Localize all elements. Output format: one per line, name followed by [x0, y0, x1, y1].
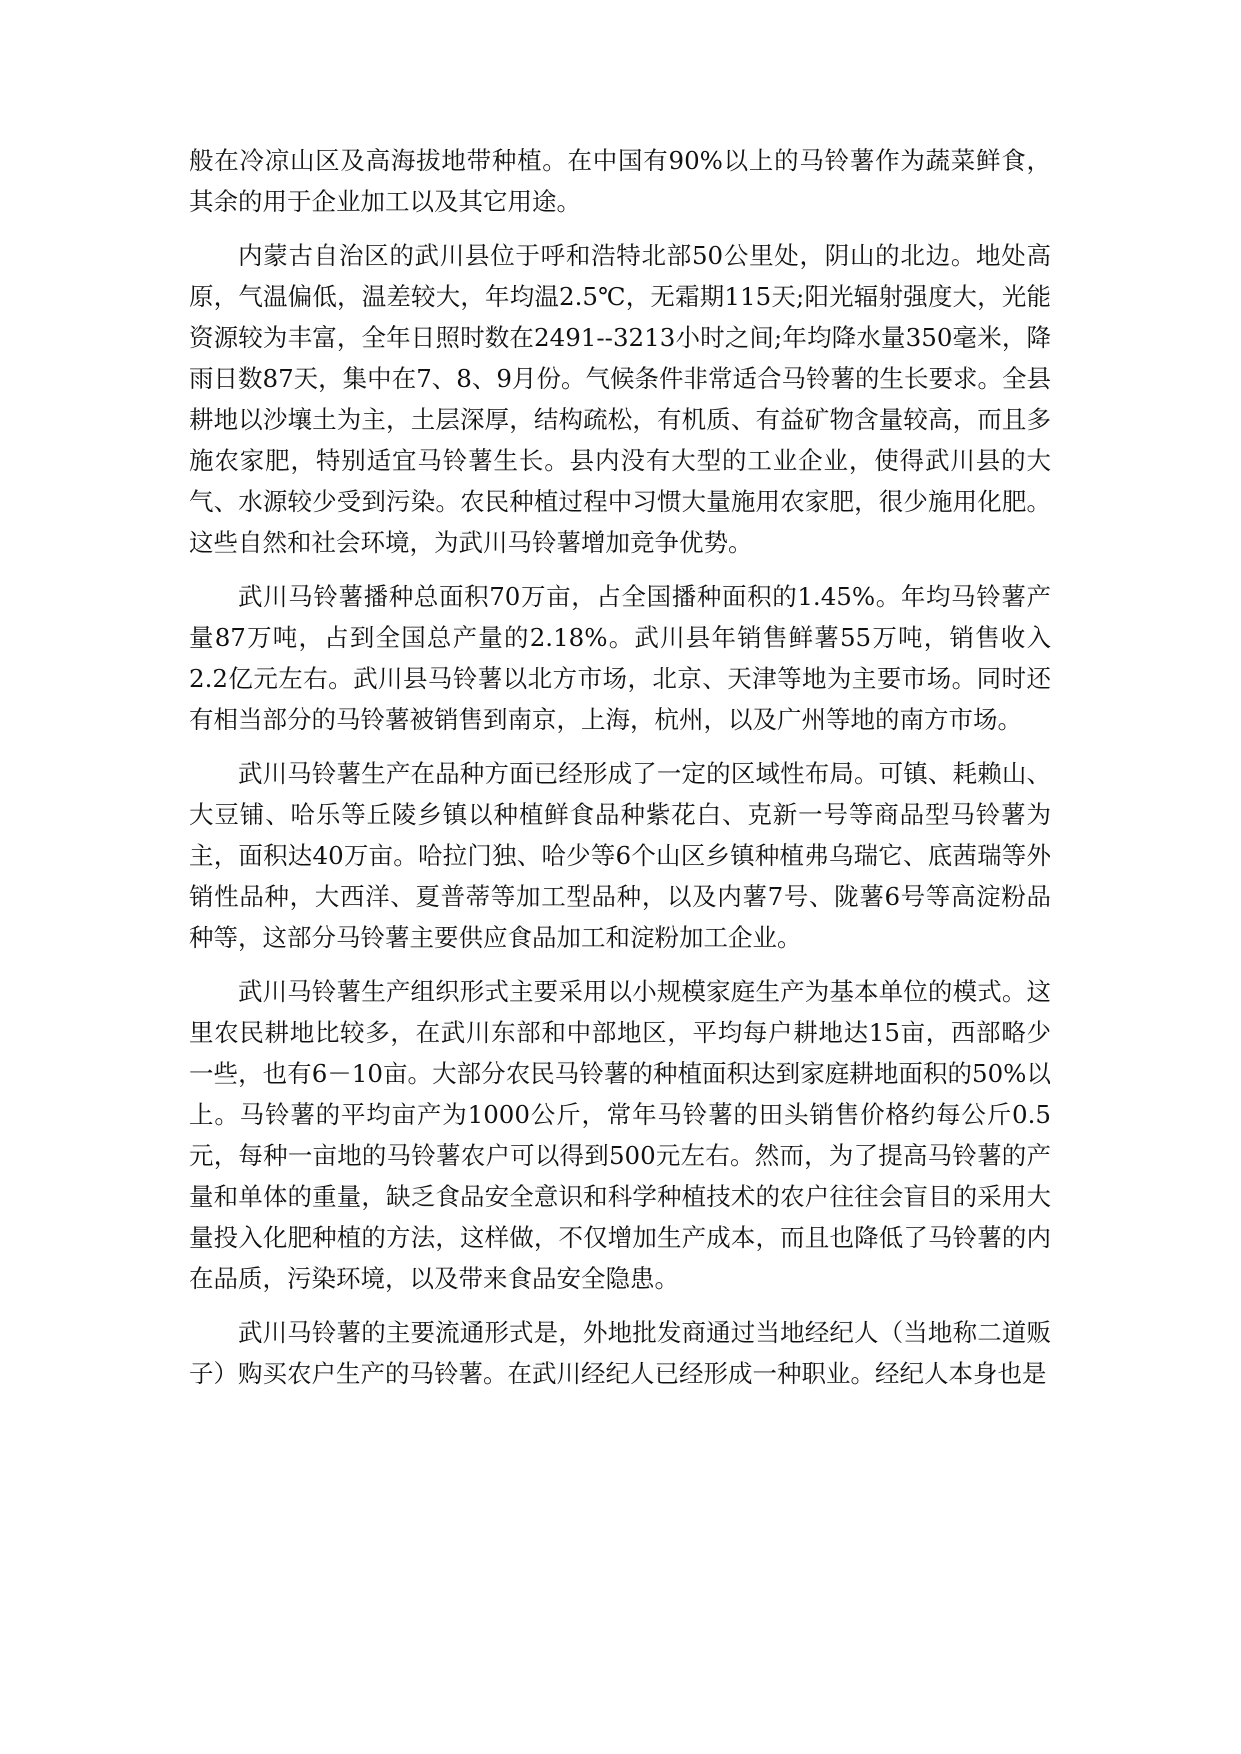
- paragraph-production: 武川马铃薯播种总面积70万亩，占全国播种面积的1.45%。年均马铃薯产量87万吨，占到全国总产量的2.18%。武川县年销售鲜薯55万吨，销售收入2.2亿元左右。武川县马铃薯以北方市场，北京、天津等地为主要市场。同时还有相当部分的马铃薯被销售到南京，上海，杭州，以及广州等地的南方市场。: [189, 582, 1051, 734]
- paragraph-organization: 武川马铃薯生产组织形式主要采用以小规模家庭生产为基本单位的模式。这里农民耕地比较多，在武川东部和中部地区，平均每户耕地达15亩，西部略少一些，也有6－10亩。大部分农民马铃薯的种植面积达到家庭耕地面积的50%以上。马铃薯的平均亩产为1000公斤，常年马铃薯的田头销售价格约每公斤0.5元，每种一亩地的马铃薯农户可以得到500元左右。然而，为了提高马铃薯的产量和单体的重量，缺乏食品安全意识和科学种植技术的农户往往会盲目的采用大量投入化肥种植的方法，这样做，不仅增加生产成本，而且也降低了马铃薯的内在品质，污染环境，以及带来食品安全隐患。: [189, 977, 1051, 1293]
- paragraph-circulation: 武川马铃薯的主要流通形式是，外地批发商通过当地经纪人（当地称二道贩子）购买农户生产的马铃薯。在武川经纪人已经形成一种职业。经纪人本身也是: [189, 1318, 1051, 1388]
- paragraph-climate: 内蒙古自治区的武川县位于呼和浩特北部50公里处，阴山的北边。地处高原，气温偏低，温差较大，年均温2.5℃，无霜期115天;阳光辐射强度大，光能资源较为丰富，全年日照时数在2491--3213小时之间;年均降水量350毫米，降雨日数87天，集中在7、8、9月份。气候条件非常适合马铃薯的生长要求。全县耕地以沙壤土为主，土层深厚，结构疏松，有机质、有益矿物含量较高，而且多施农家肥，特别适宜马铃薯生长。县内没有大型的工业企业，使得武川县的大气、水源较少受到污染。农民种植过程中习惯大量施用农家肥，很少施用化肥。这些自然和社会环境，为武川马铃薯增加竞争优势。: [189, 241, 1051, 557]
- paragraph-continued: 般在冷凉山区及高海拔地带种植。在中国有90%以上的马铃薯作为蔬菜鲜食，其余的用于企业加工以及其它用途。: [189, 146, 1051, 216]
- document-body: [189, 140, 1051, 1407]
- paragraph-varieties: 武川马铃薯生产在品种方面已经形成了一定的区域性布局。可镇、耗赖山、大豆铺、哈乐等丘陵乡镇以种植鲜食品种紫花白、克新一号等商品型马铃薯为主，面积达40万亩。哈拉门独、哈少等6个山区乡镇种植弗乌瑞它、底茜瑞等外销性品种，大西洋、夏普蒂等加工型品种，以及内薯7号、陇薯6号等高淀粉品种等，这部分马铃薯主要供应食品加工和淀粉加工企业。: [189, 759, 1051, 952]
